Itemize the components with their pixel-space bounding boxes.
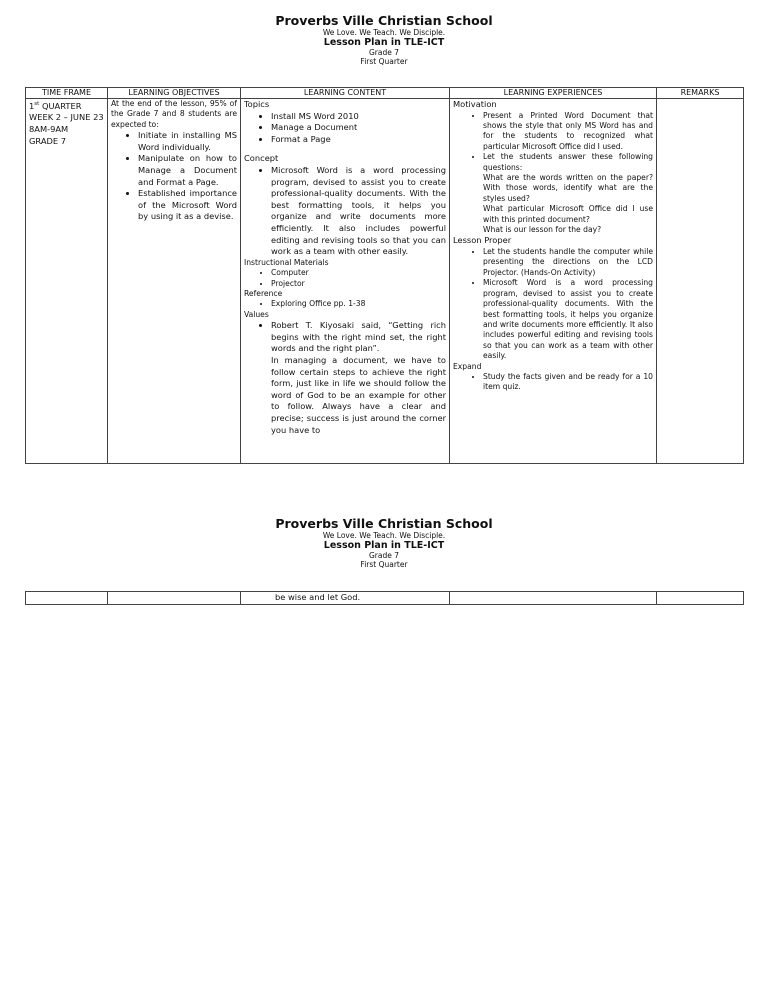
school-name: Proverbs Ville Christian School	[275, 516, 493, 531]
quarter-label: First Quarter	[360, 57, 408, 67]
table-row	[26, 592, 744, 605]
table-row	[26, 99, 744, 464]
school-name: Proverbs Ville Christian School	[275, 13, 493, 28]
question-item: What particular Microsoft Office did I use with this printed document?	[483, 204, 653, 224]
list-item: • Projector	[271, 279, 446, 289]
grade-level: GRADE 7	[29, 135, 67, 146]
quarter-word: QUARTER	[39, 100, 82, 111]
week-label: WEEK 2 – JUNE 23	[29, 112, 104, 123]
quarter-number: 1	[29, 100, 35, 111]
list-item: • Manipulate on how to Manage a Document and Format a Page.	[138, 153, 237, 188]
objectives-cell	[108, 592, 241, 605]
header-learning-objectives: LEARNING OBJECTIVES	[108, 88, 241, 99]
time-frame-cell	[26, 99, 108, 464]
expand-list	[453, 372, 653, 393]
header-learning-experiences: LEARNING EXPERIENCES	[450, 88, 657, 99]
list-item: • Microsoft Word is a word processing program, devised to assist you to create professional-quality documents. With the best formatting tools, it helps you organize and write documents more efficiently. It also includes powerful editing and revising tools so that you can work as a team with other easily.	[483, 278, 653, 361]
plan-title: Lesson Plan in TLE-ICT	[323, 37, 445, 48]
motivation-list	[453, 111, 653, 173]
topics-label: Topics	[244, 99, 270, 109]
time-frame-cell	[26, 592, 108, 605]
quarter-label	[29, 99, 104, 112]
topics-list	[244, 111, 446, 146]
lesson-plan-table	[25, 87, 744, 464]
list-item: • Computer	[271, 268, 446, 278]
list-item: • Present a Printed Word Document that shows the style that only MS Word has and for the students to recognized what particular Microsoft Office did I used.	[483, 111, 653, 153]
expand-label: Expand	[453, 361, 482, 371]
lesson-plan-table-continued	[25, 591, 744, 605]
experiences-cell	[450, 99, 657, 464]
question-item: What is our lesson for the day?	[483, 225, 602, 235]
objectives-list	[111, 130, 237, 223]
list-item: • Let the students handle the computer while presenting the directions on the LCD Projector. (Hands-On Activity)	[483, 247, 653, 278]
motivation-label: Motivation	[453, 99, 497, 109]
header-remarks: REMARKS	[657, 88, 744, 99]
list-item: • Robert T. Kiyosaki said, “Getting rich begins with the right mind set, the right words and the right plan”.	[271, 320, 446, 355]
quarter-label: First Quarter	[360, 560, 408, 570]
page1-header	[0, 13, 768, 66]
materials-label: Instructional Materials	[244, 257, 329, 267]
remarks-cell	[657, 592, 744, 605]
continued-text: be wise and let God.	[275, 592, 361, 602]
list-item: • Study the facts given and be ready for a 10 item quiz.	[483, 372, 653, 393]
content-cell	[241, 99, 450, 464]
list-item: • Initiate in installing MS Word individually.	[138, 130, 237, 153]
page2-header	[0, 516, 768, 569]
values-text: In managing a document, we have to follow certain steps to achieve the right form, just like in life we should follow the word of God to be an example for other to follow. Always have a clear and precise; success is just around the corner you have to	[271, 354, 446, 435]
list-item: • Let the students answer these following questions:	[483, 152, 653, 173]
header-learning-content: LEARNING CONTENT	[241, 88, 450, 99]
school-motto: We Love. We Teach. We Disciple.	[322, 28, 446, 37]
list-item: • Exploring Office pp. 1-38	[271, 299, 446, 309]
question-item: What are the words written on the paper? With those words, identify what are the styles used?	[483, 173, 653, 203]
experiences-cell	[450, 592, 657, 605]
school-motto: We Love. We Teach. We Disciple.	[322, 531, 446, 540]
time-label: 8AM-9AM	[29, 123, 69, 134]
plan-title: Lesson Plan in TLE-ICT	[323, 540, 445, 551]
list-item: • Format a Page	[271, 134, 446, 146]
grade-label: Grade 7	[368, 551, 400, 561]
grade-label: Grade 7	[368, 48, 400, 58]
concept-list	[244, 165, 446, 258]
reference-label: Reference	[244, 288, 283, 298]
lesson-proper-list	[453, 247, 653, 361]
list-item: • Established importance of the Microsoft Word by using it as a devise.	[138, 188, 237, 223]
objectives-cell	[108, 99, 241, 464]
concept-label: Concept	[244, 153, 279, 164]
list-item: • Install MS Word 2010	[271, 111, 446, 123]
list-item: • Microsoft Word is a word processing program, devised to assist you to create professional-quality documents. With the best formatting tools, it helps you organize and write documents more efficiently. It also includes powerful editing and revising tools so that you can work as a team with other easily.	[271, 165, 446, 258]
remarks-cell	[657, 99, 744, 464]
lesson-proper-label: Lesson Proper	[453, 235, 512, 246]
values-list	[244, 320, 446, 355]
header-time-frame: TIME FRAME	[26, 88, 108, 99]
values-label: Values	[244, 309, 269, 319]
quarter-suffix: st	[34, 101, 40, 107]
content-cell	[241, 592, 450, 605]
table-header-row	[26, 88, 744, 99]
objectives-intro: At the end of the lesson, 95% of the Grade 7 and 8 students are expected to:	[111, 99, 237, 129]
list-item: • Manage a Document	[271, 122, 446, 134]
materials-list	[244, 268, 446, 289]
reference-list	[244, 299, 446, 309]
